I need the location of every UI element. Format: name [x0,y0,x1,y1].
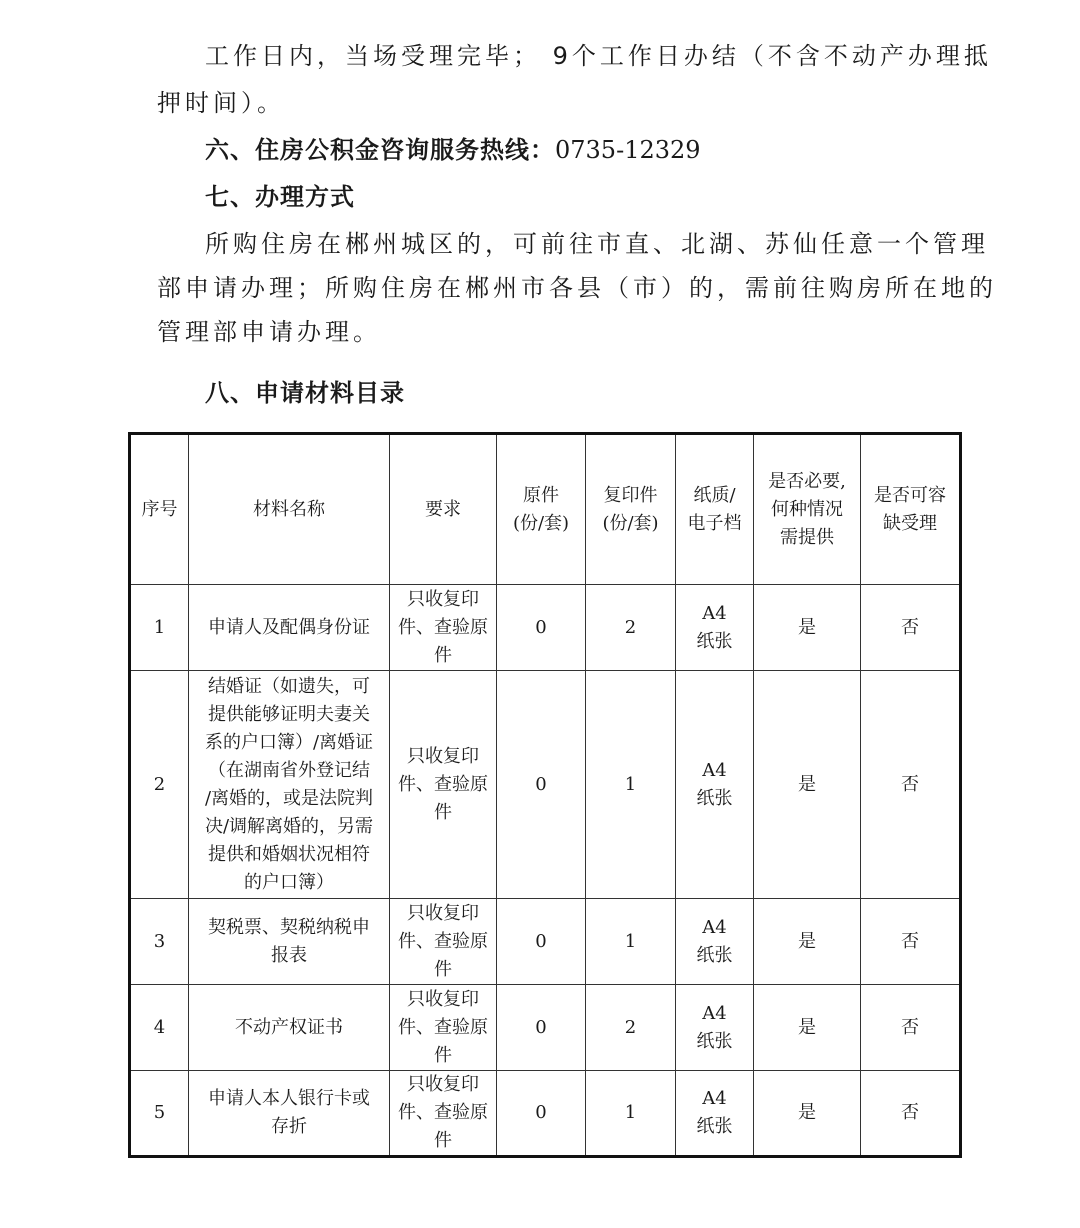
cell-medium: A4 纸张 [676,985,754,1071]
cell-medium: A4 纸张 [676,585,754,671]
cell-material-name: 契税票、契税纳税申 报表 [189,899,390,985]
cell-index: 1 [130,585,189,671]
header-copy: 复印件 (份/套) [586,434,676,585]
cell-material-name: 申请人本人银行卡或 存折 [189,1071,390,1157]
cell-index: 5 [130,1071,189,1157]
table-row [130,671,961,899]
cell-original-count: 0 [497,1071,586,1157]
cell-original-count: 0 [497,671,586,899]
cell-waivable: 否 [861,899,961,985]
materials-table [128,432,962,1158]
cell-waivable: 否 [861,1071,961,1157]
table-row [130,985,961,1071]
cell-original-count: 0 [497,899,586,985]
cell-required: 是 [754,671,861,899]
cell-required: 是 [754,899,861,985]
cell-medium: A4 纸张 [676,1071,754,1157]
cell-requirement: 只收复印 件、查验原 件 [390,1071,497,1157]
cell-copy-count: 2 [586,585,676,671]
cell-required: 是 [754,585,861,671]
cell-medium: A4 纸张 [676,671,754,899]
table-row [130,1071,961,1157]
cell-original-count: 0 [497,985,586,1071]
cell-material-name: 结婚证（如遗失，可 提供能够证明夫妻关 系的户口簿）/离婚证 （在湖南省外登记结 /离婚的，或是法院判 决/调解离婚的，另需 提供和婚姻状况相符 的户口簿） [189,671,390,899]
header-required: 是否必要, 何种情况 需提供 [754,434,861,585]
cell-index: 2 [130,671,189,899]
cell-requirement: 只收复印 件、查验原 件 [390,899,497,985]
cell-waivable: 否 [861,585,961,671]
paragraph-line: 工作日内，当场受理完毕； 9个工作日办结（不含不动产办理抵 [205,42,992,70]
cell-waivable: 否 [861,671,961,899]
section-seven-heading: 七、办理方式 [205,183,355,211]
cell-requirement: 只收复印 件、查验原 件 [390,985,497,1071]
cell-index: 4 [130,985,189,1071]
cell-copy-count: 1 [586,1071,676,1157]
table-row [130,899,961,985]
cell-original-count: 0 [497,585,586,671]
cell-index: 3 [130,899,189,985]
table-header-row [130,434,961,585]
cell-copy-count: 1 [586,899,676,985]
header-waivable: 是否可容 缺受理 [861,434,961,585]
section-eight-heading: 八、申请材料目录 [205,379,405,407]
header-name: 材料名称 [189,434,390,585]
cell-copy-count: 1 [586,671,676,899]
paragraph-line: 所购住房在郴州城区的，可前往市直、北湖、苏仙任意一个管理 [205,230,989,258]
cell-copy-count: 2 [586,985,676,1071]
cell-material-name: 不动产权证书 [189,985,390,1071]
table-row [130,585,961,671]
paragraph-line: 部申请办理；所购住房在郴州市各县（市）的，需前往购房所在地的 [157,274,997,302]
hotline-label: 六、住房公积金咨询服务热线： [205,136,555,164]
cell-material-name: 申请人及配偶身份证 [189,585,390,671]
hotline-number: 0735-12329 [555,136,701,164]
cell-requirement: 只收复印 件、查验原 件 [390,671,497,899]
cell-requirement: 只收复印 件、查验原 件 [390,585,497,671]
paragraph-line: 押时间）。 [157,89,285,117]
header-index: 序号 [130,434,189,585]
paragraph-line: 管理部申请办理。 [157,318,381,346]
cell-required: 是 [754,985,861,1071]
header-original: 原件 (份/套) [497,434,586,585]
section-six-heading [205,130,701,165]
header-requirement: 要求 [390,434,497,585]
cell-waivable: 否 [861,985,961,1071]
cell-medium: A4 纸张 [676,899,754,985]
header-medium: 纸质/ 电子档 [676,434,754,585]
cell-required: 是 [754,1071,861,1157]
